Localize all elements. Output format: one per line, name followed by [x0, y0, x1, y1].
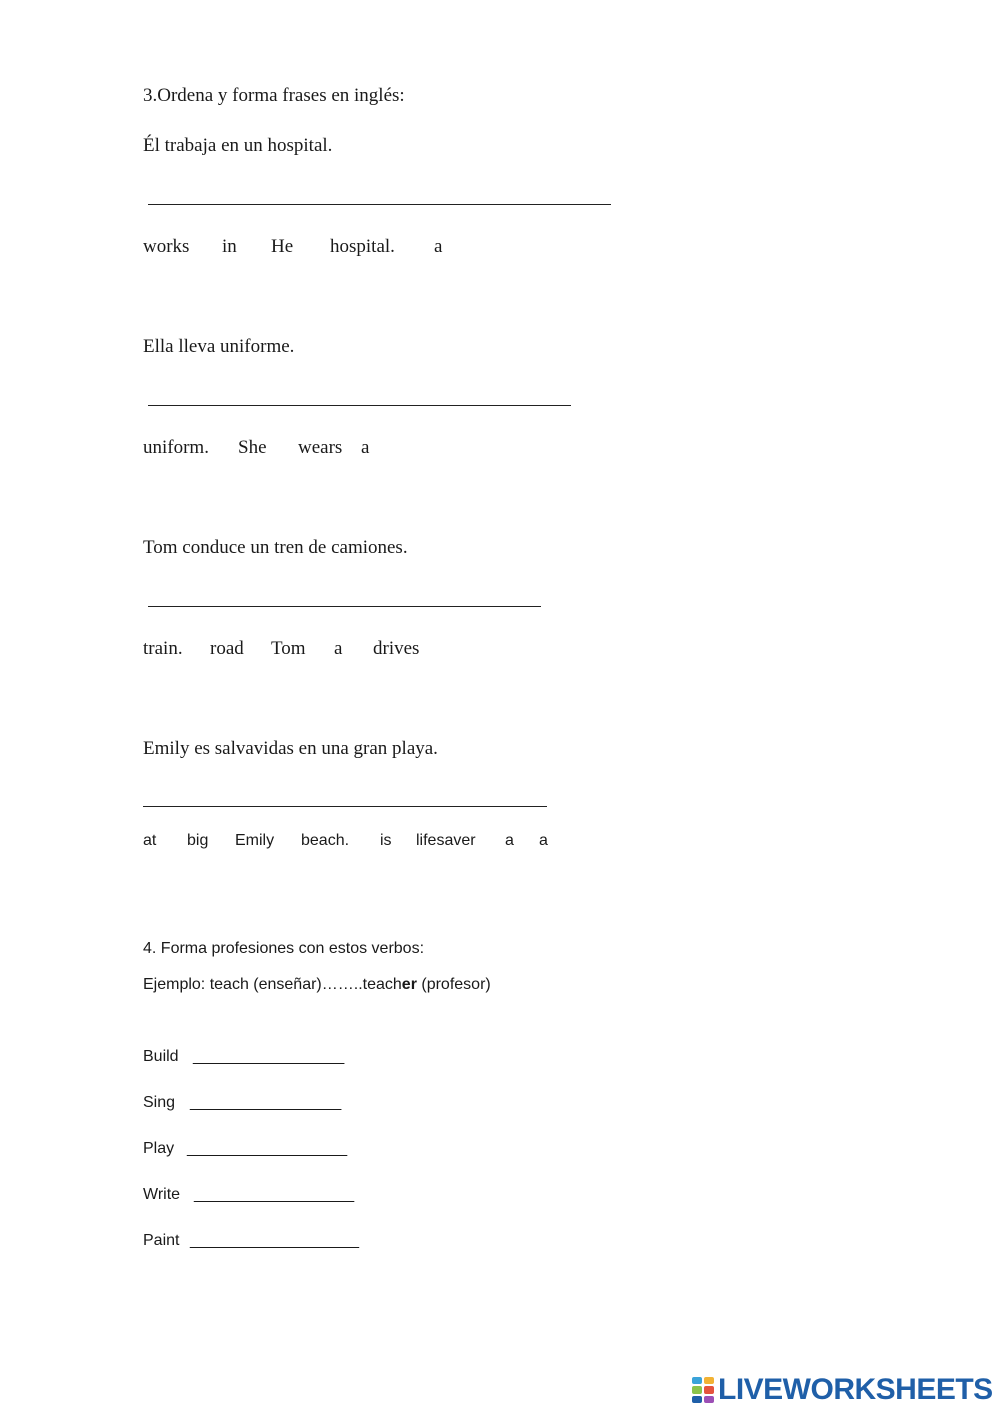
word-chip: works: [143, 236, 190, 257]
example-pre: Ejemplo: teach (enseñar)……..teach: [143, 976, 402, 993]
prompt-4: Emily es salvavidas en una gran playa.: [143, 738, 438, 759]
word-chip: big: [187, 832, 209, 849]
verb-label: Sing: [143, 1094, 176, 1111]
word-chip: He: [271, 236, 294, 257]
example-suffix: er: [401, 976, 417, 993]
verb-answer-blank[interactable]: ___________________: [190, 1232, 360, 1249]
verb-answer-blank[interactable]: __________________: [187, 1140, 348, 1157]
verb-answer-blank[interactable]: __________________: [194, 1186, 355, 1203]
word-chip: road: [210, 638, 244, 659]
word-chip: Emily: [235, 832, 275, 849]
word-chip: uniform.: [143, 437, 209, 458]
verb-label: Write: [143, 1186, 181, 1203]
prompt-3: Tom conduce un tren de camiones.: [143, 537, 408, 558]
word-chip: train.: [143, 638, 183, 659]
prompt-1: Él trabaja en un hospital.: [143, 135, 333, 156]
word-chip: a: [505, 832, 514, 849]
verb-label: Play: [143, 1140, 175, 1157]
answer-line-4[interactable]: [143, 806, 547, 807]
answer-line-3[interactable]: [148, 606, 541, 607]
liveworksheets-mark-icon: [692, 1377, 714, 1403]
verb-answer-blank[interactable]: _________________: [190, 1094, 342, 1111]
answer-line-2[interactable]: [148, 405, 571, 406]
word-chip: is: [380, 832, 392, 849]
verb-answer-blank[interactable]: _________________: [193, 1048, 345, 1065]
section-3-title: 3.Ordena y forma frases en inglés:: [143, 85, 405, 106]
word-chip: a: [334, 638, 343, 659]
word-chip: a: [434, 236, 443, 257]
word-chip: a: [539, 832, 548, 849]
prompt-2: Ella lleva uniforme.: [143, 336, 295, 357]
word-chip: lifesaver: [416, 832, 476, 849]
verb-label: Paint: [143, 1232, 180, 1249]
answer-line-1[interactable]: [148, 204, 611, 205]
logo-text: LIVEWORKSHEETS: [718, 1373, 993, 1406]
example-line: [143, 977, 491, 993]
verb-label: Build: [143, 1048, 179, 1065]
section-4-title: 4. Forma profesiones con estos verbos:: [143, 940, 425, 957]
word-chip: Tom: [271, 638, 306, 659]
word-chip: hospital.: [330, 236, 395, 257]
word-chip: at: [143, 832, 157, 849]
word-chip: in: [222, 236, 237, 257]
word-chip: wears: [298, 437, 343, 458]
word-chip: drives: [373, 638, 420, 659]
liveworksheets-logo[interactable]: [692, 1374, 993, 1406]
word-chip: beach.: [301, 832, 350, 849]
word-chip: She: [238, 437, 267, 458]
word-chip: a: [361, 437, 370, 458]
example-post: (profesor): [416, 976, 491, 993]
